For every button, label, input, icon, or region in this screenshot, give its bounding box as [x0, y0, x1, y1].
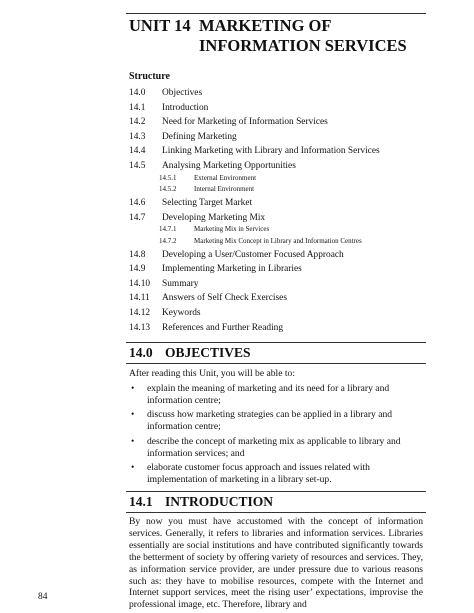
toc-number: 14.4 — [129, 146, 146, 157]
toc-title: Objectives — [162, 88, 203, 98]
objectives-number: 14.0 — [129, 345, 153, 360]
toc-number: 14.12 — [129, 308, 151, 318]
objectives-heading — [129, 345, 251, 361]
toc-number: 14.9 — [129, 264, 146, 275]
unit-number: UNIT 14 — [129, 16, 191, 35]
toc-number: 14.0 — [129, 88, 146, 98]
toc-title: Summary — [162, 278, 199, 289]
toc-number: 14.13 — [129, 322, 151, 333]
structure-heading: Structure — [129, 71, 170, 82]
toc-title: Marketing Mix Concept in Library and Information Centres — [194, 236, 362, 245]
objective-bullet — [129, 462, 423, 487]
objectives-top-rule — [126, 342, 426, 343]
toc-title: Internal Environment — [194, 185, 255, 193]
toc-title: References and Further Reading — [162, 322, 284, 333]
objective-bullet — [129, 383, 423, 408]
toc-number: 14.3 — [129, 131, 146, 142]
toc-title: Need for Marketing of Information Services — [162, 117, 328, 128]
unit-title-line1: MARKETING OF — [199, 16, 332, 35]
toc-number: 14.11 — [129, 293, 150, 304]
bullet-text: elaborate customer focus approach and issues related with implementation of marketing in a library set-up. — [147, 462, 370, 486]
objectives-intro: After reading this Unit, you will be able to: — [129, 368, 295, 379]
toc-number: 14.6 — [129, 198, 146, 208]
toc-number: 14.5 — [129, 161, 146, 171]
toc-title: Defining Marketing — [162, 131, 237, 142]
toc-title: Analysing Marketing Opportunities — [162, 161, 296, 171]
toc-title: Marketing Mix in Services — [194, 225, 270, 234]
bullet-icon: • — [131, 409, 135, 420]
toc-number: 14.7.1 — [159, 225, 177, 234]
toc-title: Developing a User/Customer Focused Approach — [162, 249, 344, 260]
unit-title — [129, 16, 407, 56]
introduction-top-rule — [126, 491, 426, 492]
toc-title: Linking Marketing with Library and Information Services — [162, 146, 380, 157]
toc-title: Keywords — [162, 308, 201, 318]
objective-bullet — [129, 436, 423, 461]
bullet-text: explain the meaning of marketing and its need for a library and information centre; — [147, 383, 390, 407]
bullet-icon: • — [131, 462, 135, 473]
top-rule — [126, 13, 426, 14]
toc-title: Answers of Self Check Exercises — [162, 293, 287, 304]
introduction-bottom-rule — [126, 512, 426, 513]
toc-title: Implementing Marketing in Libraries — [162, 264, 302, 275]
toc-title: Introduction — [162, 102, 209, 113]
toc-number: 14.10 — [129, 278, 151, 289]
toc-number: 14.7 — [129, 212, 146, 223]
toc-number: 14.8 — [129, 249, 146, 260]
toc-number: 14.5.1 — [159, 173, 177, 182]
introduction-title: INTRODUCTION — [165, 494, 274, 509]
page-number: 84 — [38, 592, 48, 602]
unit-title-line2: INFORMATION SERVICES — [199, 36, 407, 55]
objectives-title: OBJECTIVES — [165, 345, 251, 360]
objectives-bottom-rule — [126, 363, 426, 364]
toc-title: Selecting Target Market — [162, 198, 253, 208]
bullet-icon: • — [131, 436, 135, 447]
toc-number: 14.7.2 — [159, 236, 177, 245]
toc-title: Developing Marketing Mix — [162, 212, 266, 223]
bullet-icon: • — [131, 383, 135, 394]
bullet-text: discuss how marketing strategies can be applied in a library and information centre; — [147, 409, 393, 433]
toc-number: 14.5.2 — [159, 185, 177, 193]
introduction-paragraph: By now you must have accustomed with the concept of information services. Generally, it refers to libraries and information services. Libraries essentially are social institutions and have contributed significantly towards the betterment of society by offering variety of resources and services. They, as information service provider, are under pressure due to various reasons such as: they have to mobilise resources, compete with the Internet and Internet support services, meet the rising user’ expectations, improvise the professional image, etc. Therefore, library and — [129, 516, 423, 611]
toc-number: 14.1 — [129, 102, 146, 113]
toc-title: External Environment — [194, 173, 257, 182]
bullet-text: describe the concept of marketing mix as applicable to library and information services; and — [147, 436, 401, 460]
objective-bullet — [129, 409, 423, 434]
introduction-number: 14.1 — [129, 494, 153, 509]
introduction-heading — [129, 494, 273, 510]
toc-number: 14.2 — [129, 117, 146, 128]
